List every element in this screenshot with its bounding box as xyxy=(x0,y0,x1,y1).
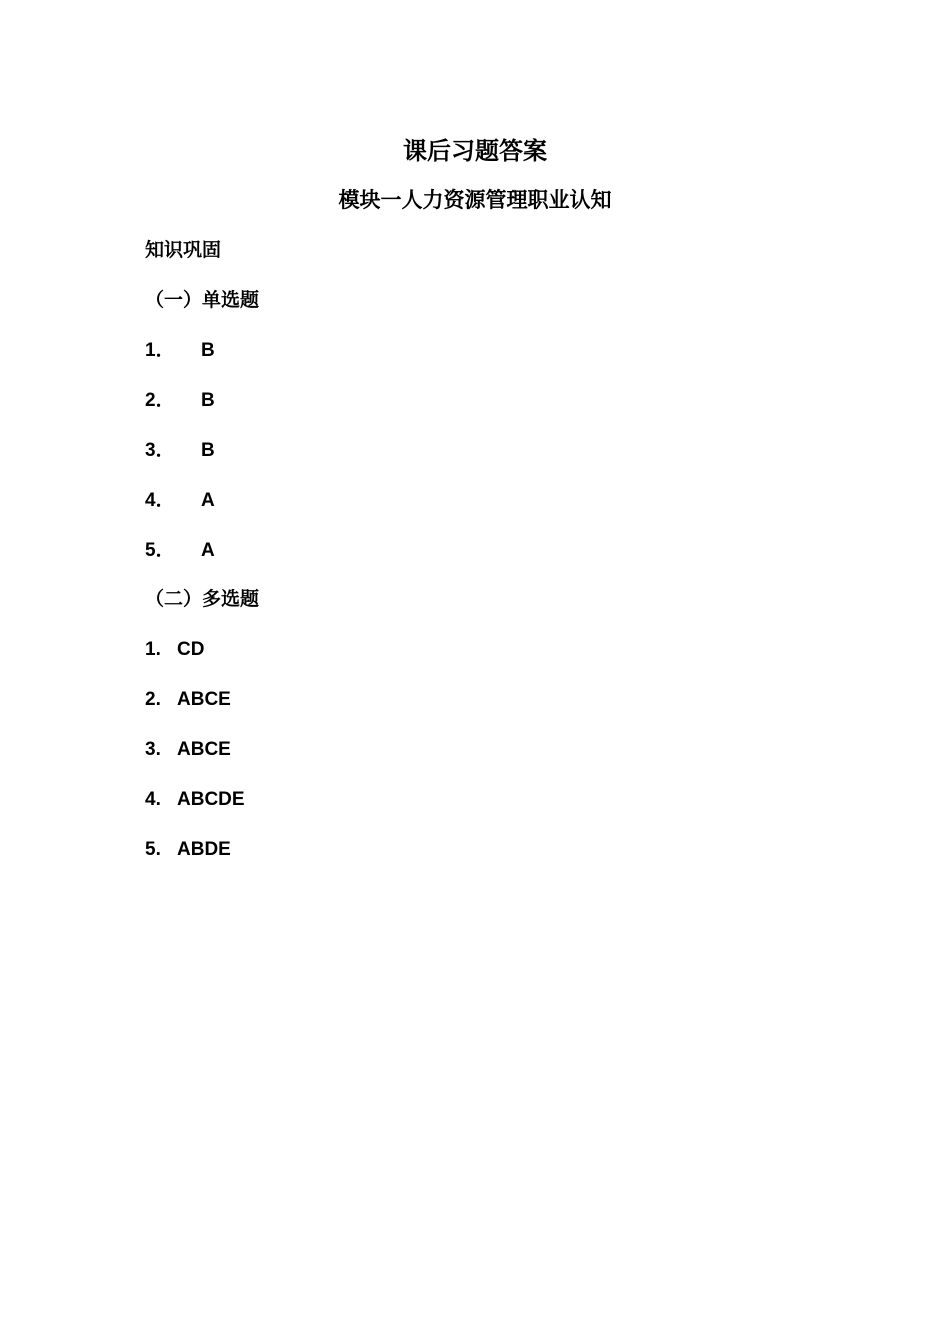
question-number: 2． xyxy=(145,390,175,411)
multiple-choice-answer-5 xyxy=(145,835,231,864)
multiple-choice-answer-2 xyxy=(145,685,231,714)
multiple-choice-answer-1 xyxy=(145,635,204,664)
single-choice-answer-5 xyxy=(145,536,215,565)
answer-value: A xyxy=(201,540,215,561)
question-number: 5. xyxy=(145,839,161,860)
answer-value: B xyxy=(201,340,215,361)
question-number: 4． xyxy=(145,490,175,511)
answer-value: ABCE xyxy=(177,689,231,710)
answer-value: B xyxy=(201,440,215,461)
answer-value: B xyxy=(201,390,215,411)
question-number: 3. xyxy=(145,739,161,760)
single-choice-answer-3 xyxy=(145,436,215,465)
single-choice-answer-1 xyxy=(145,336,215,365)
document-subtitle: 模块一人力资源管理职业认知 xyxy=(338,188,612,212)
multiple-choice-answer-4 xyxy=(145,785,245,814)
question-number: 4. xyxy=(145,789,161,810)
single-choice-answer-2 xyxy=(145,386,215,415)
document-title: 课后习题答案 xyxy=(403,137,547,165)
question-number: 1． xyxy=(145,340,175,361)
section-heading: 知识巩固 xyxy=(145,239,222,261)
single-choice-heading: （一）单选题 xyxy=(145,289,260,311)
answer-value: A xyxy=(201,490,215,511)
question-number: 5． xyxy=(145,540,175,561)
multiple-choice-heading: （二）多选题 xyxy=(145,588,260,610)
single-choice-answer-4 xyxy=(145,486,215,515)
answer-value: ABDE xyxy=(177,839,231,860)
question-number: 1. xyxy=(145,639,161,660)
multiple-choice-answer-3 xyxy=(145,735,231,764)
question-number: 2. xyxy=(145,689,161,710)
answer-value: ABCDE xyxy=(177,789,245,810)
answer-value: CD xyxy=(177,639,205,660)
question-number: 3． xyxy=(145,440,175,461)
answer-value: ABCE xyxy=(177,739,231,760)
